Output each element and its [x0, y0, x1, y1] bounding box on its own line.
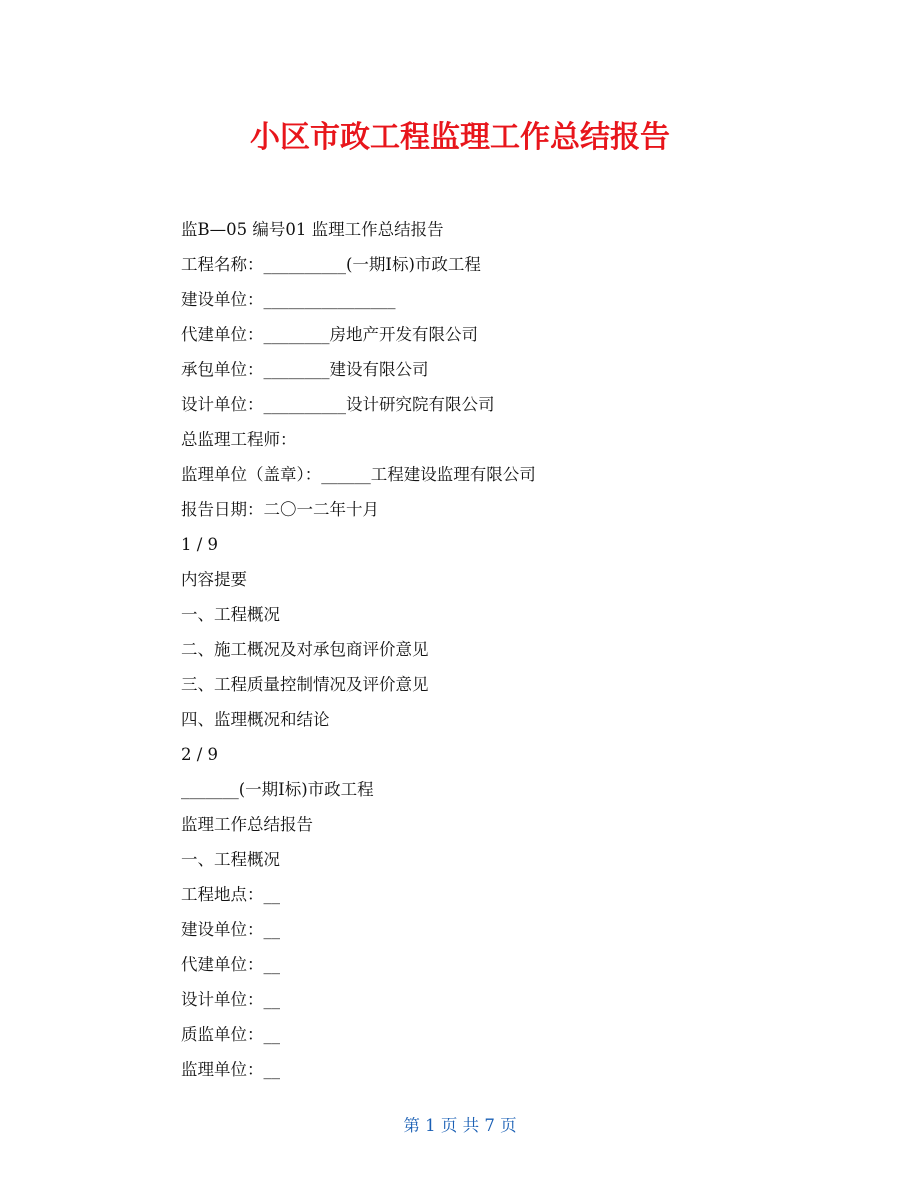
doc-line-supervisor-2: 监理单位：__	[181, 1060, 280, 1079]
doc-line-agent-builder-2: 代建单位：__	[181, 955, 280, 974]
doc-line-section-1: 一、工程概况	[181, 850, 280, 869]
doc-line-page-marker-1: 1 / 9	[181, 535, 219, 554]
doc-line-contents-item-4: 四、监理概况和结论	[181, 710, 330, 729]
doc-line-contents-item-1: 一、工程概况	[181, 605, 280, 624]
doc-line-form-code: 监B—05 编号01 监理工作总结报告	[181, 220, 444, 239]
doc-line-contents-item-3: 三、工程质量控制情况及评价意见	[181, 675, 429, 694]
doc-line-page-marker-2: 2 / 9	[181, 745, 219, 764]
doc-line-contractor: 承包单位：________建设有限公司	[181, 360, 429, 379]
doc-line-agent-builder: 代建单位：________房地产开发有限公司	[181, 325, 478, 344]
doc-line-contents-heading: 内容提要	[181, 570, 247, 589]
doc-line-project-heading: _______(一期Ⅰ标)市政工程	[181, 780, 374, 799]
doc-line-report-heading: 监理工作总结报告	[181, 815, 313, 834]
doc-line-supervisor: 监理单位（盖章）：______工程建设监理有限公司	[181, 465, 536, 484]
doc-line-contents-item-2: 二、施工概况及对承包商评价意见	[181, 640, 429, 659]
doc-line-designer: 设计单位：__________设计研究院有限公司	[181, 395, 495, 414]
document-title: 小区市政工程监理工作总结报告	[250, 120, 670, 155]
doc-line-project-name: 工程名称：__________(一期Ⅰ标)市政工程	[181, 255, 481, 274]
doc-line-designer-2: 设计单位：__	[181, 990, 280, 1009]
doc-line-location: 工程地点：__	[181, 885, 280, 904]
doc-line-quality-supervisor: 质监单位：__	[181, 1025, 280, 1044]
page-footer: 第 1 页 共 7 页	[403, 1116, 517, 1135]
doc-line-owner-2: 建设单位：__	[181, 920, 280, 939]
doc-line-owner: 建设单位：________________	[181, 290, 396, 309]
doc-line-chief-engineer: 总监理工程师：	[181, 430, 297, 449]
doc-line-report-date: 报告日期：二〇一二年十月	[181, 500, 379, 519]
document-body	[181, 212, 781, 1087]
